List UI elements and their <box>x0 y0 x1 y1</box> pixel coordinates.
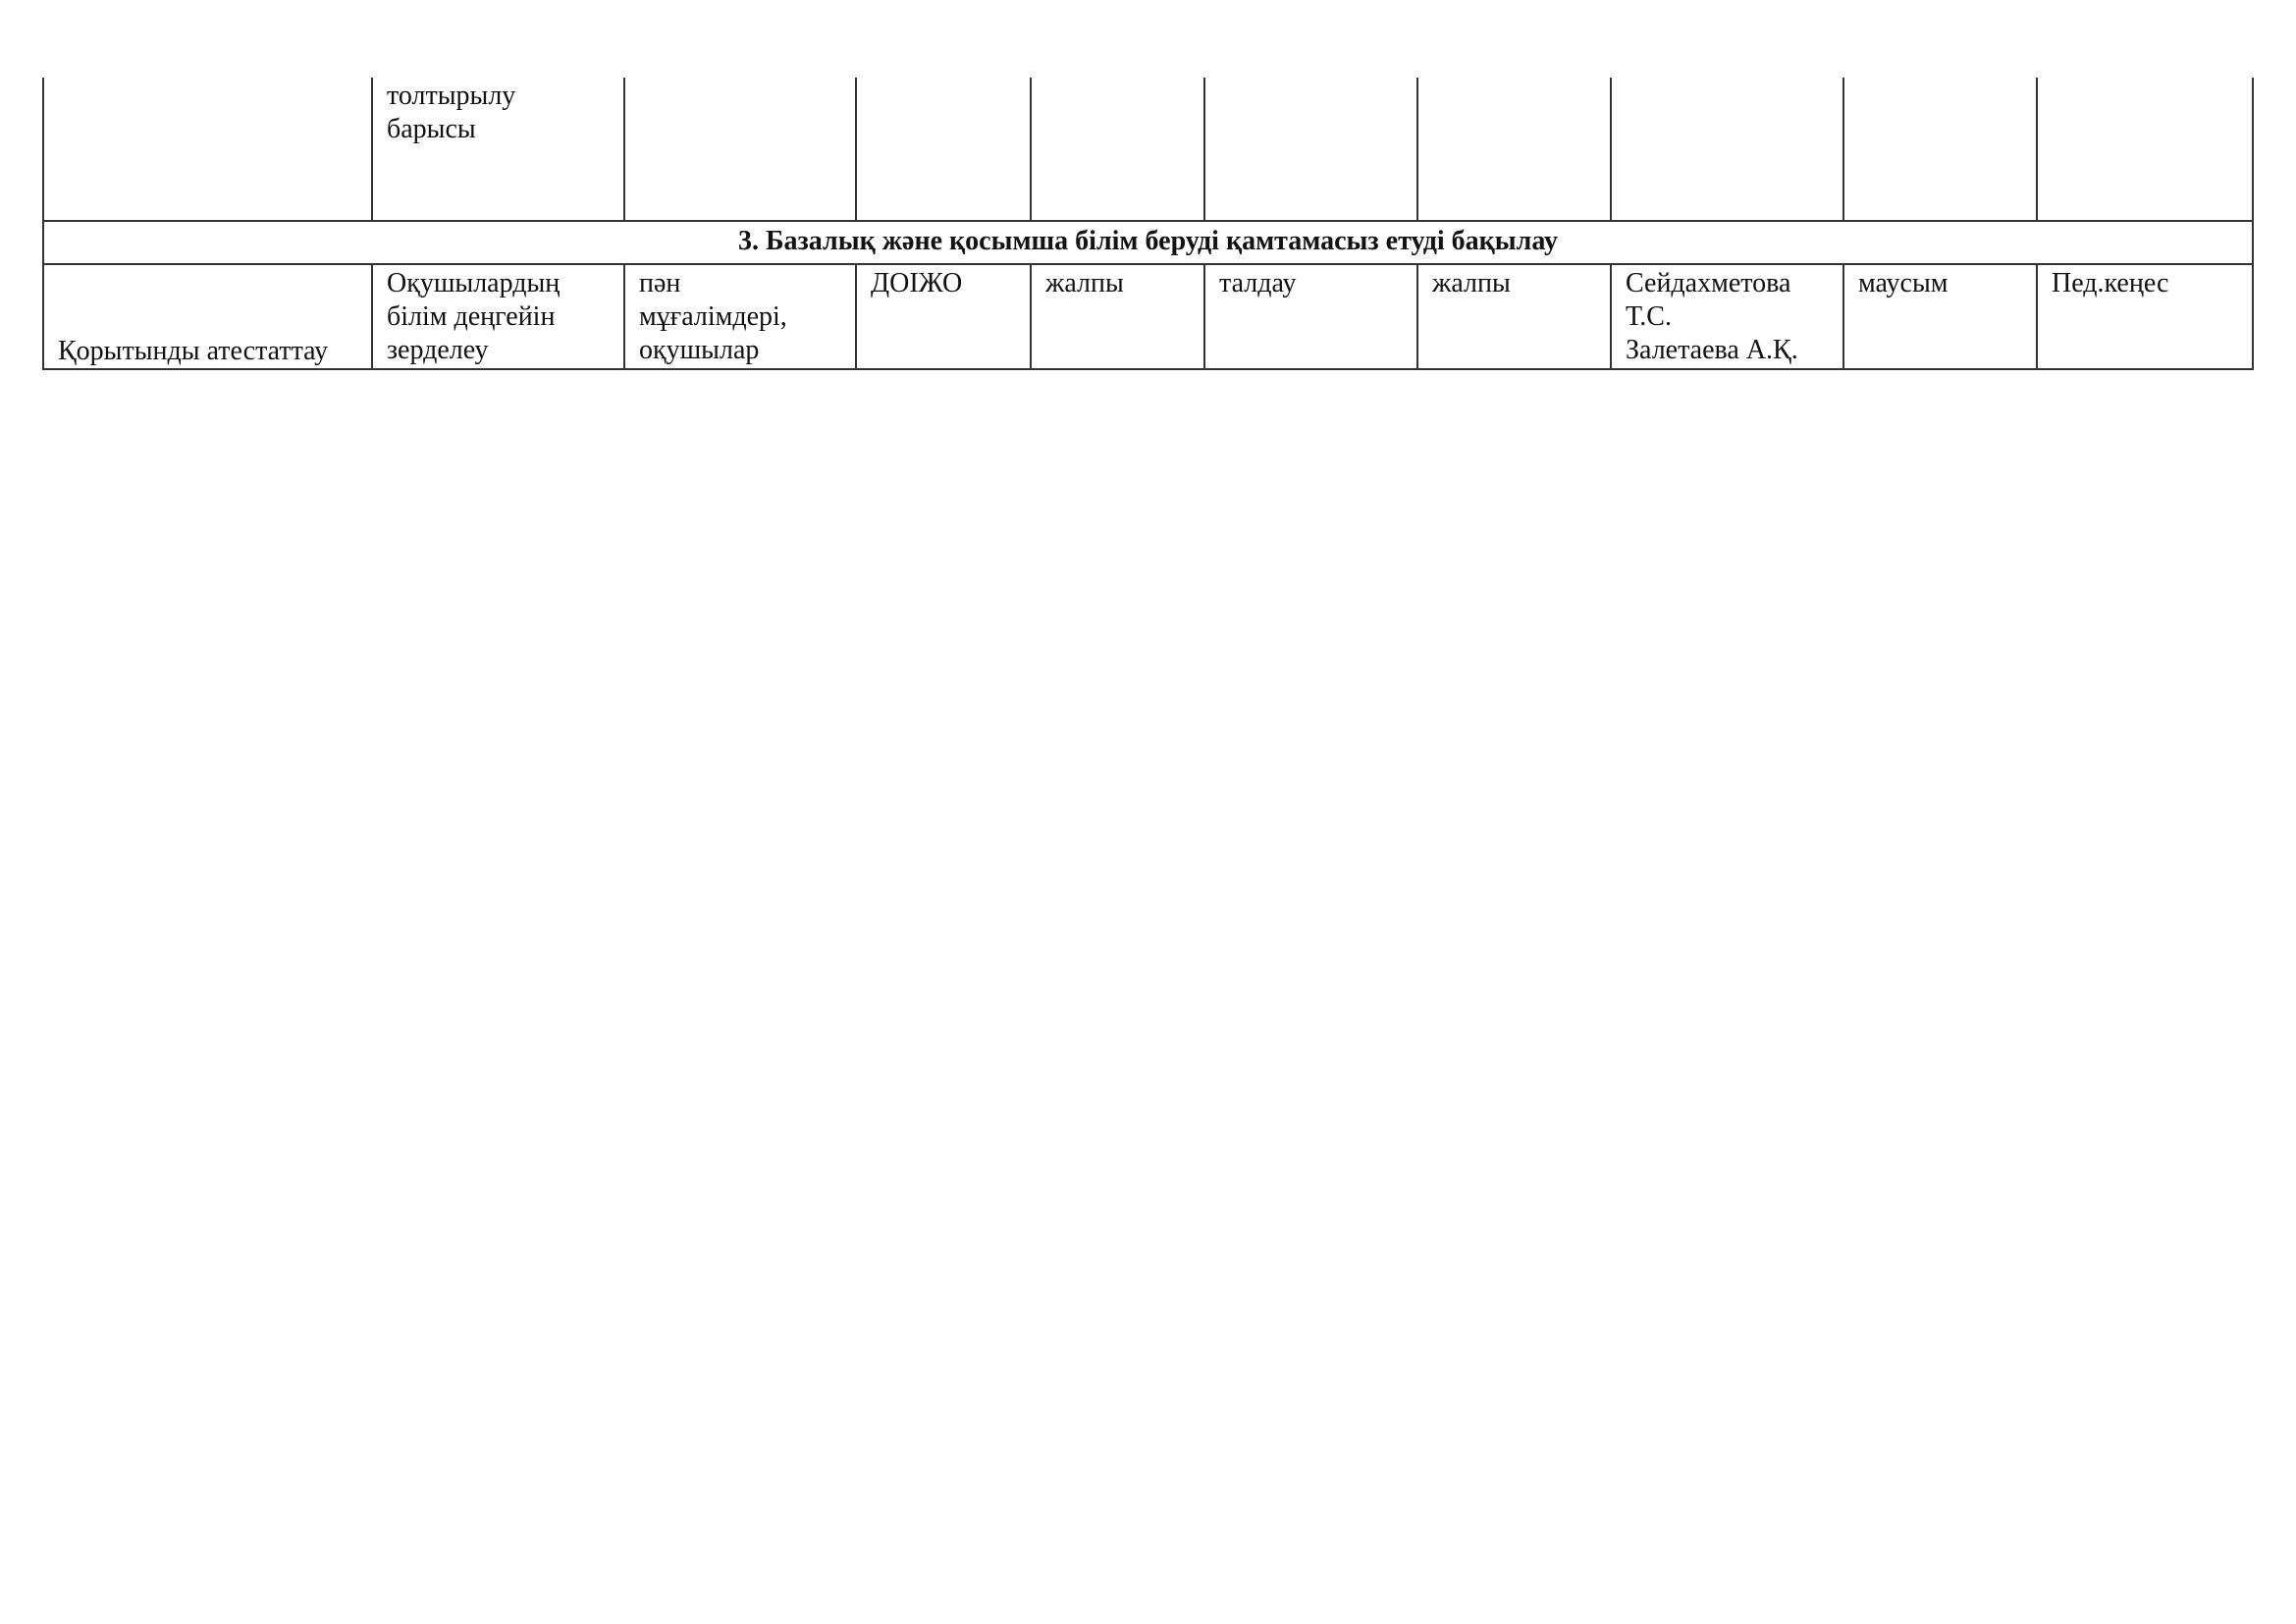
cell-text-line: білім деңгейін <box>387 301 556 332</box>
table-cell-control-type: жалпы <box>1031 264 1204 369</box>
table-cell-empty <box>856 78 1031 221</box>
table-cell-responsible-persons <box>1611 264 1843 369</box>
cell-text-line: Т.С. <box>1626 301 1672 332</box>
table-cell-empty <box>1031 78 1204 221</box>
table-cell-empty <box>624 78 856 221</box>
table-row-section-heading <box>43 221 2253 264</box>
cell-text-line: пән <box>639 268 681 298</box>
table-cell-empty <box>2037 78 2253 221</box>
table-cell-responsible-unit: ДОІЖО <box>856 264 1031 369</box>
cell-text-line: мұғалімдері, <box>639 301 787 332</box>
table-cell-deadline: маусым <box>1843 264 2037 369</box>
table-cell-task-continuation <box>372 78 624 221</box>
table-cell-object <box>624 264 856 369</box>
table-row <box>43 264 2253 369</box>
table-row-continuation <box>43 78 2253 221</box>
table-cell-scope: жалпы <box>1417 264 1611 369</box>
table-cell-empty <box>1417 78 1611 221</box>
table-cell-topic: Қорытынды атестаттау <box>43 264 372 369</box>
table-cell-empty <box>1204 78 1417 221</box>
cell-text-line: толтырылу <box>387 81 516 111</box>
table-cell-empty <box>1843 78 2037 221</box>
cell-text-line: Сейдахметова <box>1626 268 1791 298</box>
cell-text-line: Залетаева А.Қ. <box>1626 335 1798 365</box>
section-heading: 3. Базалық және қосымша білім беруді қамтамасыз етуді бақылау <box>43 221 2253 264</box>
table-cell-goal <box>372 264 624 369</box>
table-cell-empty <box>43 78 372 221</box>
cell-text-line: Оқушылардың <box>387 268 561 298</box>
cell-text-line: зерделеу <box>387 335 489 365</box>
control-plan-table <box>42 78 2254 370</box>
table-cell-review-place: Пед.кеңес <box>2037 264 2253 369</box>
cell-text-line: оқушылар <box>639 335 760 365</box>
table-cell-empty <box>1611 78 1843 221</box>
cell-text-line: барысы <box>387 114 476 144</box>
table-cell-method: талдау <box>1204 264 1417 369</box>
